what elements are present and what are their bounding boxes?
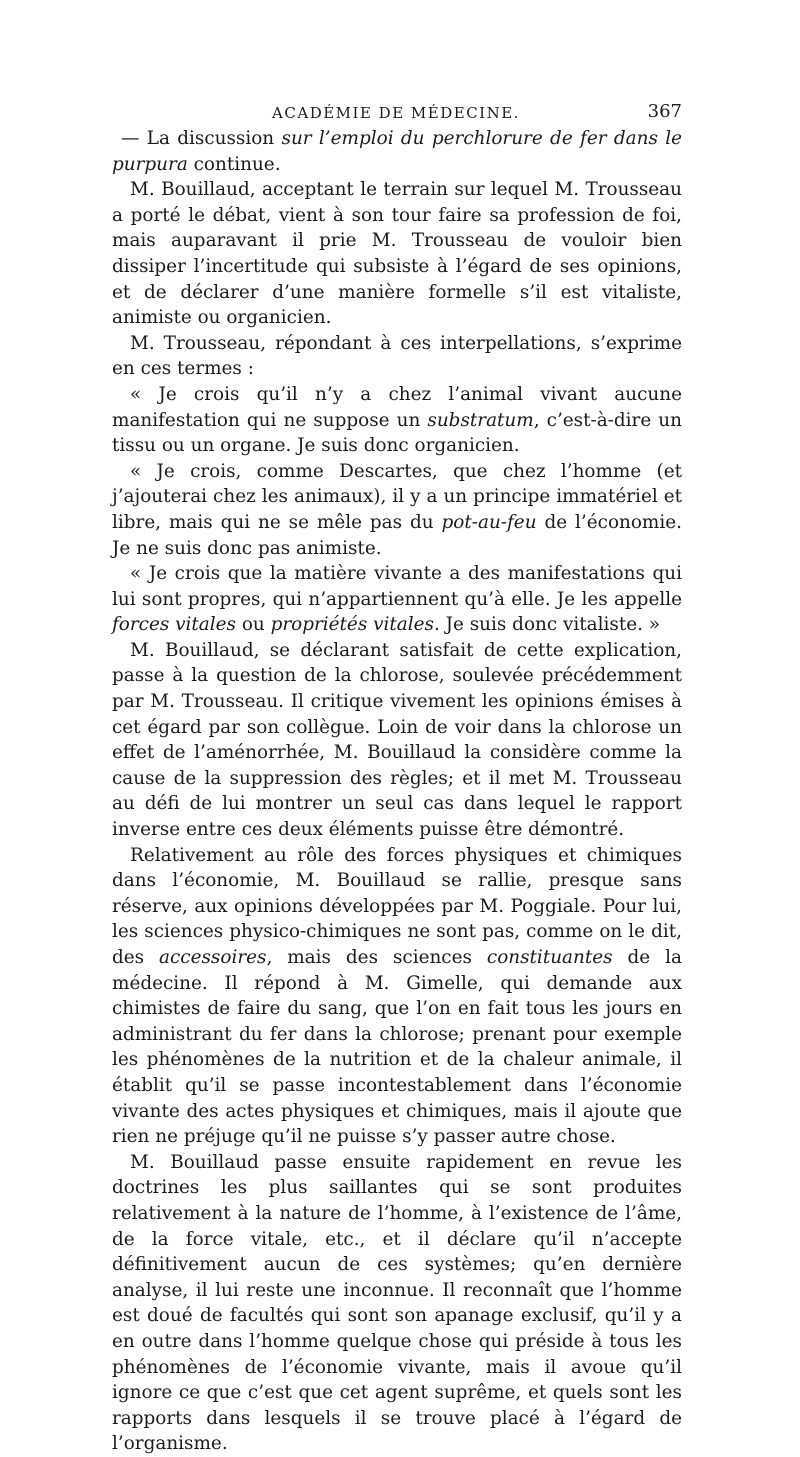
text-run: Relativement au rôle des forces physiques et chimiques dans l’économie, M. Bouillaud se rallie, presque sans réserve, aux opinions développées par M. Poggiale. Pour lui, les sciences physico-chimiques ne sont pas, comme on le dit, des (112, 844, 682, 968)
paragraph-quote-animiste (112, 459, 682, 561)
paragraph-discussion (112, 126, 682, 177)
text-run: « Je crois que la matière vivante a des manifestations qui lui sont propres, qui n’appartiennent qu’à elle. Je les appelle (112, 563, 682, 610)
text-run: « Je crois, comme Descartes, que chez l’homme (et j’ajouterai chez les animaux), il y a un principe immatériel et libre, mais qui ne se mêle pas du (112, 460, 682, 533)
text-run: continue. (187, 153, 281, 175)
text-run: ou (235, 614, 271, 636)
italic-run: constituantes (486, 947, 613, 968)
page-number: 367 (647, 101, 682, 122)
paragraph-quote-organicien (112, 382, 682, 459)
text-run: « Je crois qu’il n’y a chez l’animal vivant aucune manifestation qui ne suppose un (112, 383, 682, 431)
text-run: de la médecine. Il répond à M. Gimelle, qui demande aux chimistes de faire du sang, que l’on en fait tous les jours en administrant du fer dans la chlorose; prenant pour exemple les phénomènes de la nutrition et de la chaleur animale, il établit qu’il se passe incontestablement dans l’économie vivante des actes physiques et chimiques, mais il ajoute que rien ne préjuge qu’il ne puisse s’y passer autre chose. (112, 947, 682, 1148)
text-run: — La discussion (121, 128, 282, 149)
italic-run: sur l’emploi du perchlorure de fer dans le purpura (112, 128, 683, 175)
paragraph-quote-vitaliste (112, 561, 682, 638)
paragraph-bouillaud-intro: M. Bouillaud, acceptant le terrain sur lequel M. Trousseau a porté le débat, vient à son tour faire sa profession de foi, mais auparavant il prie M. Trousseau de vouloir bien dissiper l’incertitude qui subsiste à l’égard de ses opinions, et de déclarer d’une manière formelle s’il est vitaliste, animiste ou organicien. (112, 179, 682, 329)
text-run: . Je suis donc vitaliste. » (433, 614, 661, 636)
italic-run: propriétés vitales (270, 614, 434, 636)
italic-run: accessoires (159, 947, 267, 968)
running-head (110, 98, 682, 128)
italic-run: pot-au-feu (441, 511, 537, 533)
text-run: de l’économie. Je ne suis donc pas animiste. (112, 511, 682, 559)
text-run: , mais des sciences (266, 947, 487, 968)
paragraph-doctrines: M. Bouillaud passe ensuite rapidement en revue les doctrines les plus saillantes qui se sont produites relativement à la nature de l’homme, à l’existence de l’âme, de la force vitale, etc., et il déclare qu’il n’accepte définitivement aucun de ces systèmes; qu’en dernière analyse, il lui reste une inconnue. Il reconnaît que l’homme est doué de facultés qui sont son apanage exclusif, qu’il y a en outre dans l’homme quelque chose qui préside à tous les phénomènes de l’économie vivante, mais il avoue qu’il ignore ce que c’est que cet agent suprême, et quels sont les rapports dans lesquels il se trouve placé à l’égard de l’organisme. (112, 1151, 682, 1455)
paragraph-forces-physiques (112, 843, 682, 1150)
body-text (112, 126, 682, 1457)
text-run: , c’est-à-dire un tissu ou un organe. Je suis donc organicien. (112, 409, 682, 457)
italic-run: forces vitales (112, 614, 236, 636)
paragraph-chlorose: M. Bouillaud, se déclarant satisfait de cette explication, passe à la question de la chlorose, soulevée précédemment par M. Trousseau. Il critique vivement les opinions émises à cet égard par son collègue. Loin de voir dans la chlorose un effet de l’aménorrhée, M. Bouillaud la considère comme la cause de la suppression des règles; et il met M. Trousseau au défi de lui montrer un seul cas dans lequel le rapport inverse entre ces deux éléments puisse être démontré. (112, 639, 682, 841)
italic-run: substratum (427, 409, 534, 431)
paragraph-trousseau-reply: M. Trousseau, répondant à ces interpellations, s’exprime en ces termes : (112, 332, 682, 380)
running-title: ACADÉMIE DE MÉDECINE. (272, 104, 520, 122)
